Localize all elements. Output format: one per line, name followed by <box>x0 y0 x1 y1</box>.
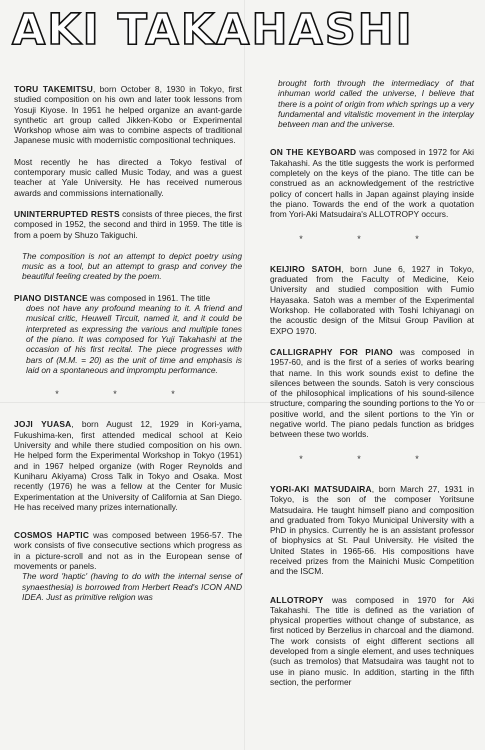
composer-name-yuasa: JOJI YUASA <box>14 419 72 430</box>
right-column <box>270 78 474 687</box>
cosmos-text: was composed between 1956-57. The work consists of five consecutive sections which progress as in a picture-scroll and not as in the European sense of movements or panels. <box>14 530 242 571</box>
work-title-calligraphy: CALLIGRAPHY FOR PIANO <box>270 346 393 357</box>
piano-distance-text: was composed in 1961. The title <box>87 292 211 303</box>
composer-name-matsudaira: YORI-AKI MATSUDAIRA <box>270 483 372 494</box>
keyboard-text: was composed in 1972 for Aki Takahashi. As the title suggests the work is performed completely on the keys of the piano. The title can be construed as an acknowledgement of the restrictive policy of concert halls in Japan against playing inside the piano. Towards the end of the work a quotation from Yori-Aki Matsudaira's ALLOTROPY occurs. <box>270 147 474 220</box>
calligraphy-description <box>270 347 474 440</box>
takemitsu-bio-2: Most recently he has directed a Tokyo festival of contemporary music called Music Today, and was a guest teacher at Yale University. He has received numerous awards and commissions internationally. <box>14 156 242 198</box>
work-title-on-the-keyboard: ON THE KEYBOARD <box>270 147 357 158</box>
cosmos-description <box>14 530 242 571</box>
composer-name-satoh: KEIJIRO SATOH <box>270 263 342 274</box>
left-column <box>14 84 242 613</box>
calligraphy-text: was composed in 1957-60, and is the first of a series of works bearing that name. In this work sounds exist to define the silences between the sounds. Satoh is very conscious of the philosophical implications of his sound-silence structure, comparing the sounding portions to the Yo or positive world, and the silent portions to the Yin or negative world. The piano pedals function as bridges between these two worlds. <box>270 346 474 440</box>
header <box>0 0 485 60</box>
cosmos-quote-continued: brought forth through the intermediacy of that inhuman world called the universe, I believe that there is a point of origin from which springs up a very fundamental and vitalistic movement in the interplay between man and the universe. <box>278 78 474 130</box>
work-title-cosmos-haptic: COSMOS HAPTIC <box>14 530 90 541</box>
work-title-rests: UNINTERRUPTED RESTS <box>14 208 120 219</box>
matsudaira-bio-text: , born March 27, 1931 in Tokyo, is the son of the composer Yoritsune Matsudaira. He taught himself piano and composition and graduated from Tokyo Municipal University with a PhD in physics. Currently he is an assistant professor of biophysics at St. Paul University. He visited the United States in 1965-66. His compositions have received prizes from the Mainichi Music Competition and the ISCM. <box>270 483 474 577</box>
page-title: AKI TAKAHASHI <box>12 5 414 55</box>
section-divider-stars: * * * <box>299 233 445 244</box>
work-title-allotropy: ALLOTROPY <box>270 594 324 605</box>
section-divider-stars: * * * <box>299 453 445 464</box>
page-fold-vertical <box>244 0 245 750</box>
rests-description <box>14 209 242 240</box>
cosmos-quote: The word 'haptic' (having to do with the internal sense of synaesthesia) is borrowed from Herbert Read's ICON AND IDEA. Just as primitive religion was <box>22 571 242 602</box>
allotropy-text: was composed in 1970 for Aki Takahashi. The title is defined as the variation of physical properties without change of substance, as first noticed by Berzelius in charcoal and the diamond. The work consists of eight different sections all developed from a single element, and uses techniques (such as tremolos) that Matsudaira was taught not to use in piano music. In addition, starting in the fifth section, the performer <box>270 594 474 687</box>
piano-distance-quote: does not have any profound meaning to it. A friend and musical critic, Heuwell Tircuit, named it, and it could be interpreted as expressing the various and multiple tones of the piano. It was composed for Yuji Takahashi at the occasion of his first recital. The piece progresses with bars of (M.M. = 20) as the unit of time and emphasis is laid on a spontaneous and impromptu performance. <box>26 303 242 375</box>
takemitsu-bio <box>14 84 242 146</box>
section-divider-stars: * * * <box>55 389 201 400</box>
rests-text: consists of three pieces, the first composed in 1952, the second and third in 1959. The title is from a poem by Shuzo Takiguchi. <box>14 208 242 240</box>
rests-quote: The composition is not an attempt to depict poetry using music as a tool, but an attempt to grasp and convey the beautiful feeling created by the poem. <box>22 250 242 282</box>
yuasa-bio <box>14 419 242 512</box>
yuasa-bio-text: , born August 12, 1929 in Kori-yama, Fukushima-ken, first attended medical school at Keio University and while there studied composition on his own. He helped form the Experimental Workshop in Tokyo (1951) and in 1967 helped organize (with Roger Reynolds and Kuniharu Akiyama) Cross Talk in Tokyo and Osaka. Most recently (1976) he was a fellow at the Center for Music Experimentation at the University of California at San Diego. He has received many prizes internationally. <box>14 419 242 512</box>
keyboard-description <box>270 147 474 219</box>
composer-name-takemitsu: TORU TAKEMITSU <box>14 84 93 94</box>
takemitsu-bio-text: , born October 8, 1930 in Tokyo, first studied composition on his own and later took lessons from Yosuji Kiyose. In 1951 he helped organize an avant-garde synthetic art group called Jikken-Kobo or Experimental Workshop whose aim was to combine aspects of traditional Japanese music with modernistic compositional techniques. <box>14 84 242 146</box>
satoh-bio-text: , born June 6, 1927 in Tokyo, graduated from the Faculty of Medicine, Keio University and studied composition with Fumio Hayasaka. Satoh was a member of the Experimental Workshop. He collaborated with Toshi Ichiyanagi on the acoustic design of the Mitsui Group Pavilion at EXPO 1970. <box>270 263 474 336</box>
work-title-piano-distance: PIANO DISTANCE <box>14 292 88 303</box>
satoh-bio <box>270 264 474 336</box>
allotropy-description <box>270 595 474 688</box>
matsudaira-bio <box>270 484 474 577</box>
piano-distance-description <box>14 293 242 303</box>
